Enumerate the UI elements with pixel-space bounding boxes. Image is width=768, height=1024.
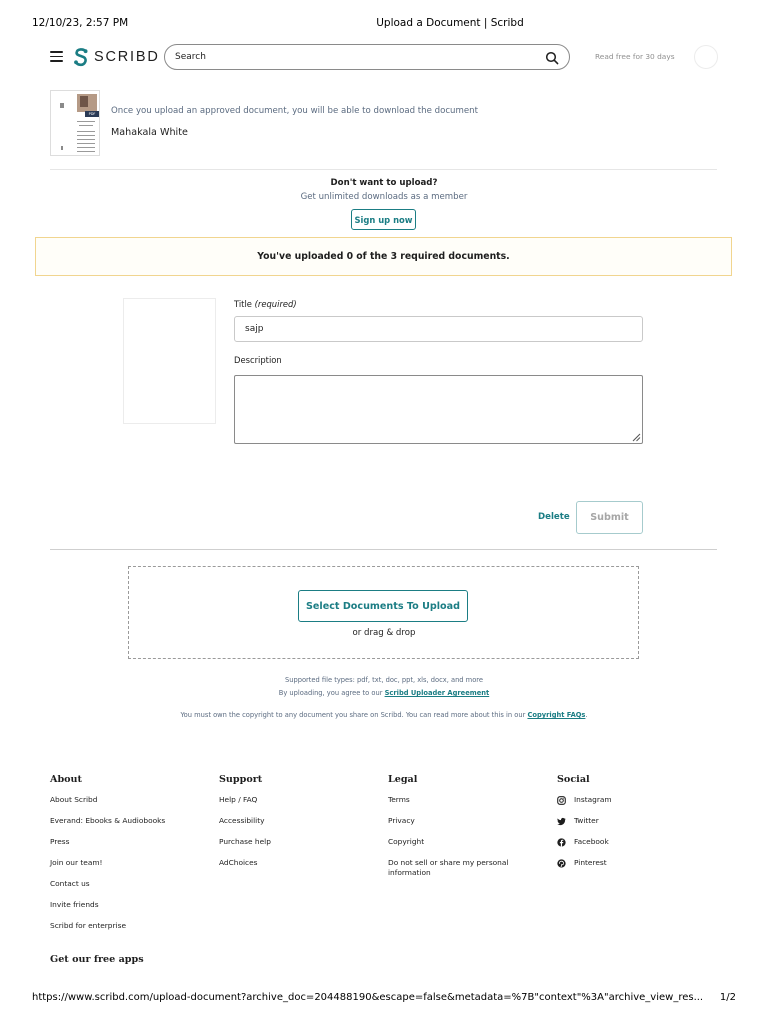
uploader-agreement-text: By uploading, you agree to our Scribd Uploader Agreement: [278, 689, 490, 697]
copyright-notice: You must own the copyright to any document you share on Scribd. You can read more about this in our Copyright FAQs.: [180, 711, 588, 719]
logo-wordmark: SCRIBD: [94, 49, 160, 65]
upload-progress-notice: You've uploaded 0 of the 3 required documents.: [35, 237, 732, 276]
upload-alternative-heading: Don't want to upload?: [330, 178, 438, 188]
footer-link-help[interactable]: Help / FAQ: [219, 795, 258, 804]
top-nav: [0, 42, 768, 72]
footer-link-contact[interactable]: Contact us: [50, 879, 90, 888]
copyright-faqs-link[interactable]: Copyright FAQs: [527, 711, 586, 719]
submit-button[interactable]: Submit: [576, 501, 643, 534]
footer-link-purchase-help[interactable]: Purchase help: [219, 837, 271, 846]
delete-button[interactable]: Delete: [538, 512, 570, 522]
footer-heading-legal: Legal: [388, 774, 418, 785]
footer-link-do-not-sell[interactable]: Do not sell or share my personal information: [388, 858, 509, 877]
footer-support: [219, 774, 271, 879]
upload-alternative: [0, 178, 768, 202]
social-link-pinterest[interactable]: Pinterest: [557, 858, 612, 879]
search-input[interactable]: [175, 49, 535, 65]
scribd-logo-icon: [73, 47, 89, 67]
title-label: Title (required): [234, 299, 297, 309]
print-page-title: Upload a Document | Scribd: [376, 17, 524, 29]
title-input[interactable]: [234, 316, 643, 342]
footer-heading-social: Social: [557, 774, 590, 785]
social-link-twitter[interactable]: Twitter: [557, 816, 612, 837]
print-url: https://www.scribd.com/upload-document?archive_doc=204488190&escape=false&metadata=%7B"context"%3A"archive_view_res...: [32, 992, 704, 1003]
select-documents-button[interactable]: Select Documents To Upload: [298, 590, 468, 622]
supported-file-types: Supported file types: pdf, txt, doc, ppt, xls, docx, and more: [284, 676, 484, 684]
print-footer: [0, 992, 768, 1006]
footer-heading-about: About: [50, 774, 82, 785]
footer-heading-apps: Get our free apps: [50, 954, 144, 965]
drag-drop-text: or drag & drop: [352, 628, 416, 638]
divider: [50, 549, 717, 550]
social-link-facebook[interactable]: Facebook: [557, 837, 612, 858]
pinterest-icon: [557, 859, 566, 868]
upload-alternative-subtext: Get unlimited downloads as a member: [300, 192, 468, 202]
print-page-number: 1/2: [719, 992, 736, 1003]
sign-up-button[interactable]: Sign up now: [351, 209, 416, 230]
instagram-icon: [557, 796, 566, 805]
menu-icon[interactable]: [50, 51, 63, 62]
approval-note: Once you upload an approved document, you will be able to download the document: [111, 106, 478, 116]
read-free-link[interactable]: Read free for 30 days: [595, 52, 675, 61]
footer-link-about-scribd[interactable]: About Scribd: [50, 795, 98, 804]
footer-social: [557, 774, 612, 879]
twitter-icon: [557, 817, 566, 826]
footer-link-press[interactable]: Press: [50, 837, 70, 846]
footer-heading-support: Support: [219, 774, 263, 785]
footer-link-join-team[interactable]: Join our team!: [50, 858, 103, 867]
facebook-icon: [557, 838, 566, 847]
footer-link-adchoices[interactable]: AdChoices: [219, 858, 258, 867]
search-icon[interactable]: [545, 51, 559, 65]
footer-link-everand[interactable]: Everand: Ebooks & Audiobooks: [50, 816, 166, 825]
print-header: [0, 17, 768, 31]
search-box[interactable]: [164, 44, 570, 70]
footer-link-privacy[interactable]: Privacy: [388, 816, 415, 825]
avatar[interactable]: [694, 45, 718, 69]
upload-thumbnail-placeholder: [123, 298, 216, 424]
footer-link-copyright[interactable]: Copyright: [388, 837, 425, 846]
social-link-instagram[interactable]: Instagram: [557, 795, 612, 816]
footer-link-enterprise[interactable]: Scribd for enterprise: [50, 921, 126, 930]
footer-link-accessibility[interactable]: Accessibility: [219, 816, 265, 825]
print-datetime: 12/10/23, 2:57 PM: [32, 17, 129, 29]
pdf-badge: PDF: [85, 111, 99, 117]
scribd-logo[interactable]: [73, 45, 160, 69]
footer-link-terms[interactable]: Terms: [388, 795, 410, 804]
document-thumbnail: [50, 90, 100, 156]
footer-legal: [388, 774, 528, 886]
description-textarea[interactable]: [234, 375, 643, 444]
resize-handle-icon[interactable]: [632, 433, 641, 442]
description-label: Description: [234, 355, 282, 365]
divider: [50, 169, 717, 170]
uploader-agreement-link[interactable]: Scribd Uploader Agreement: [384, 689, 490, 697]
footer-link-invite[interactable]: Invite friends: [50, 900, 99, 909]
required-marker: (required): [254, 299, 297, 309]
document-author[interactable]: Mahakala White: [111, 127, 188, 138]
footer-about: [50, 774, 165, 942]
